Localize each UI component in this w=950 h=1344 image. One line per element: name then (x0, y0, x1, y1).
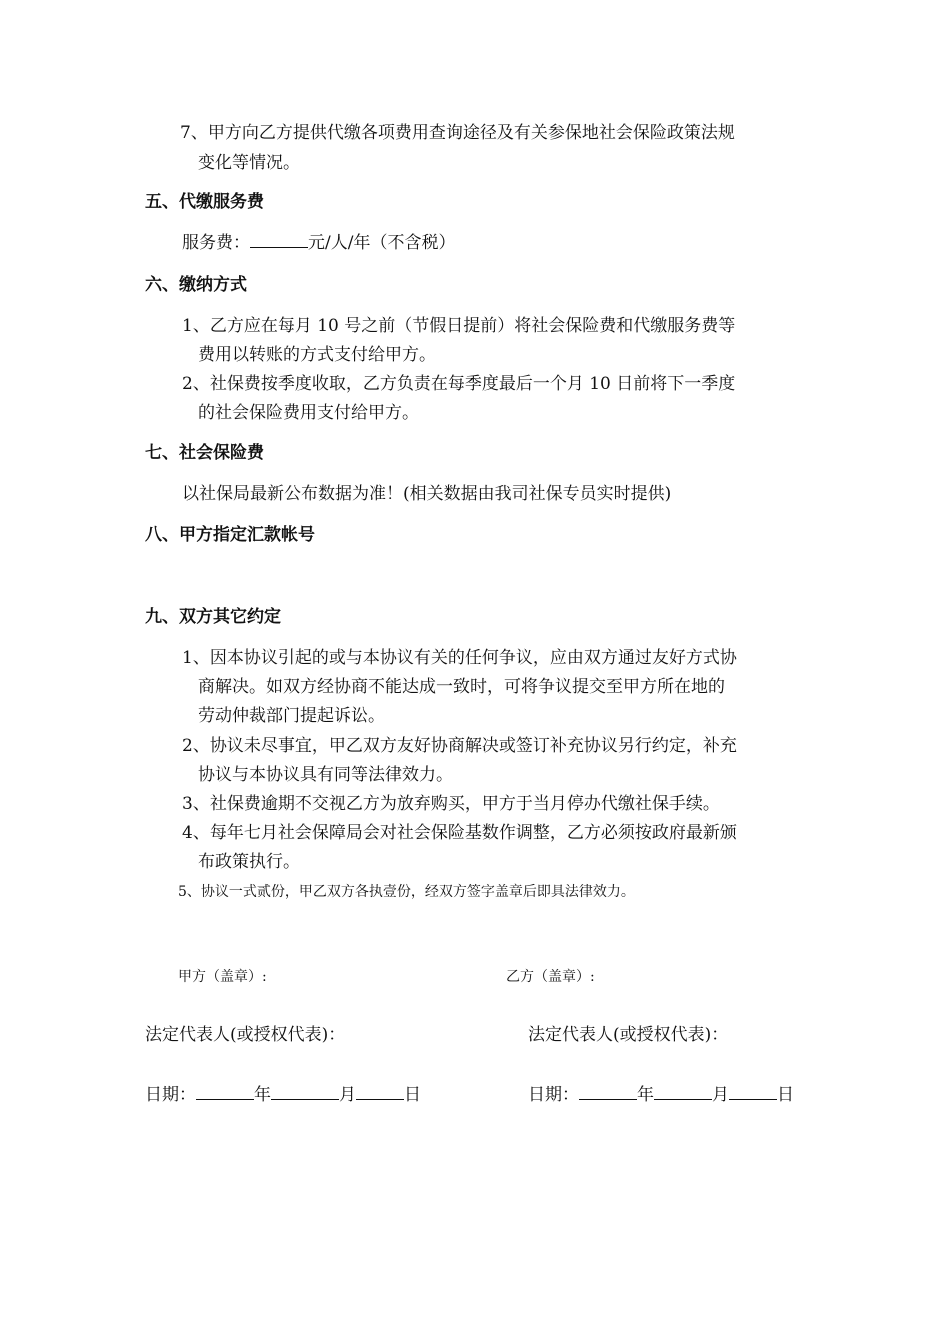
party-a-day-blank[interactable] (356, 1083, 404, 1100)
party-b-year-blank[interactable] (579, 1083, 637, 1100)
party-b-month-label: 月 (712, 1085, 729, 1105)
section-6-item-2-line-2: 的社会保险费用支付给甲方。 (198, 403, 419, 423)
section-9-item-5: 5、协议一式贰份，甲乙双方各执壹份，经双方签字盖章后即具法律效力。 (178, 884, 635, 900)
clause-4-item-7-line-1: 7、甲方向乙方提供代缴各项费用查询途径及有关参保地社会保险政策法规 (180, 123, 735, 143)
party-b-month-blank[interactable] (654, 1083, 712, 1100)
party-b-date-label: 日期： (528, 1085, 579, 1105)
section-9-heading: 九、双方其它约定 (145, 607, 281, 627)
service-fee-line (182, 231, 455, 255)
section-6-heading: 六、缴纳方式 (145, 275, 247, 295)
party-a-date-line (145, 1083, 421, 1107)
section-9-item-4-line-2: 布政策执行。 (198, 852, 300, 872)
party-b-year-label: 年 (637, 1085, 654, 1105)
section-9-item-4-line-1: 4、每年七月社会保障局会对社会保险基数作调整，乙方必须按政府最新颁 (182, 823, 737, 843)
service-fee-label: 服务费： (182, 233, 250, 253)
party-a-year-blank[interactable] (196, 1083, 254, 1100)
section-7-heading: 七、社会保险费 (145, 443, 264, 463)
service-fee-blank[interactable] (250, 231, 308, 248)
section-9-item-1-line-2: 商解决。如双方经协商不能达成一致时，可将争议提交至甲方所在地的 (198, 677, 725, 697)
section-9-item-2-line-2: 协议与本协议具有同等法律效力。 (198, 765, 453, 785)
party-b-date-line (528, 1083, 794, 1107)
party-b-day-label: 日 (777, 1085, 794, 1105)
party-b-day-blank[interactable] (729, 1083, 777, 1100)
section-5-heading: 五、代缴服务费 (145, 192, 264, 212)
section-6-item-1-line-2: 费用以转账的方式支付给甲方。 (198, 345, 436, 365)
section-6-item-2-line-1: 2、社保费按季度收取，乙方负责在每季度最后一个月 10 日前将下一季度 (182, 374, 736, 394)
party-b-legal-rep-label: 法定代表人(或授权代表)： (528, 1025, 729, 1045)
section-9-item-1-line-1: 1、因本协议引起的或与本协议有关的任何争议，应由双方通过友好方式协 (182, 648, 737, 668)
party-a-date-label: 日期： (145, 1085, 196, 1105)
section-9-item-3: 3、社保费逾期不交视乙方为放弃购买，甲方于当月停办代缴社保手续。 (182, 794, 720, 814)
party-a-seal-label: 甲方（盖章）: (178, 969, 267, 985)
section-9-item-1-line-3: 劳动仲裁部门提起诉讼。 (198, 706, 385, 726)
party-a-day-label: 日 (404, 1085, 421, 1105)
section-8-heading: 八、甲方指定汇款帐号 (145, 525, 315, 545)
party-a-month-label: 月 (339, 1085, 356, 1105)
clause-4-item-7-line-2: 变化等情况。 (198, 153, 300, 173)
party-b-seal-label: 乙方（盖章）: (506, 969, 595, 985)
section-9-item-2-line-1: 2、协议未尽事宜，甲乙双方友好协商解决或签订补充协议另行约定，补充 (182, 736, 737, 756)
party-a-legal-rep-label: 法定代表人(或授权代表)： (145, 1025, 346, 1045)
party-a-month-blank[interactable] (271, 1083, 339, 1100)
service-fee-unit: 元/人/年（不含税） (308, 233, 456, 253)
section-7-text: 以社保局最新公布数据为准！(相关数据由我司社保专员实时提供) (182, 484, 672, 504)
party-a-year-label: 年 (254, 1085, 271, 1105)
section-6-item-1-line-1: 1、乙方应在每月 10 号之前（节假日提前）将社会保险费和代缴服务费等 (182, 316, 736, 336)
